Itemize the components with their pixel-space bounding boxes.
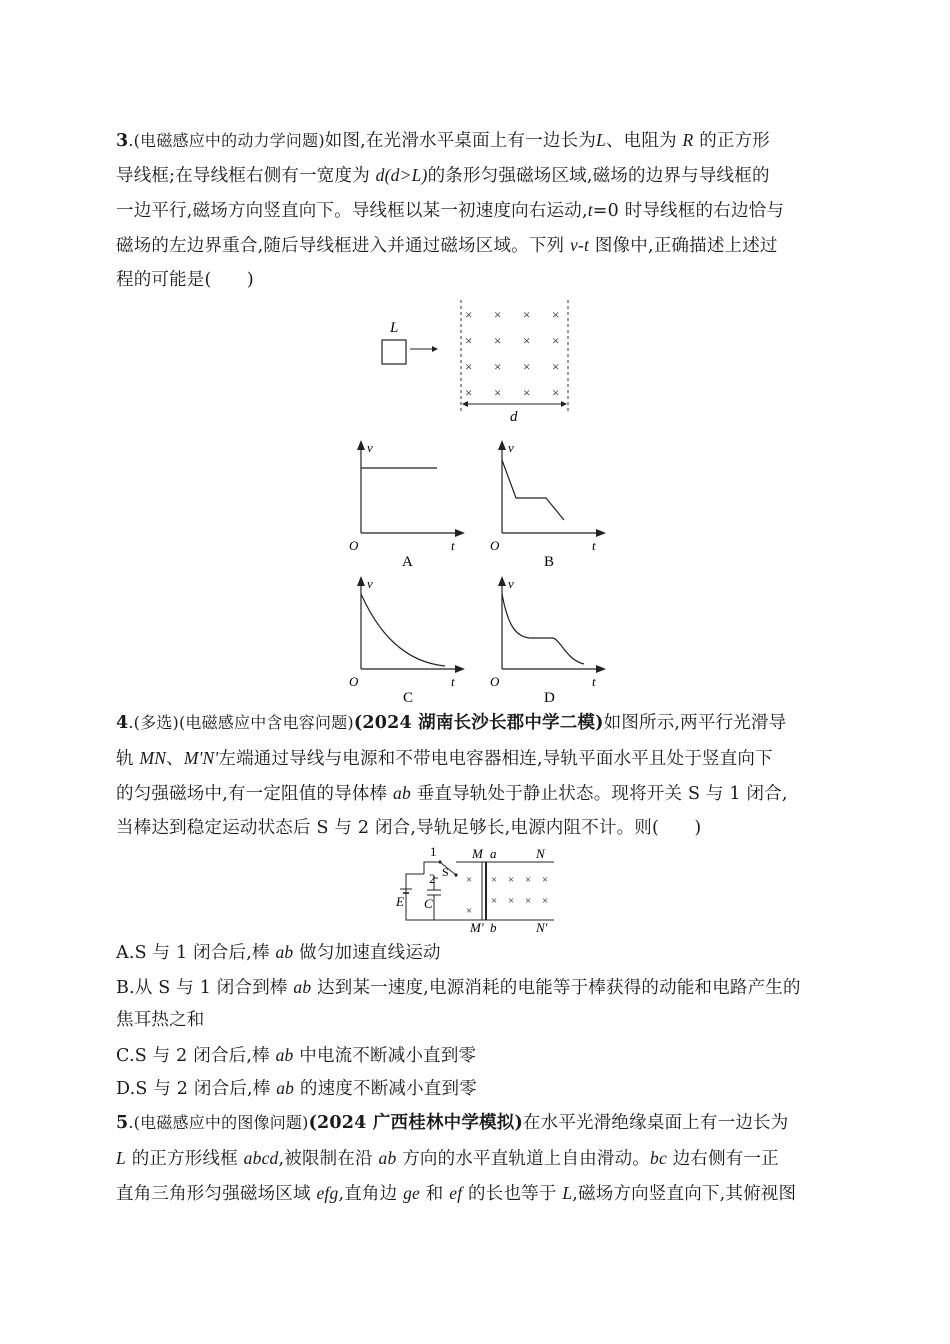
graph-c-v-label: v	[367, 576, 373, 591]
q4-text: 轨	[116, 749, 134, 769]
q3-text: 导线框;在导线框右侧有一宽度为	[116, 166, 370, 186]
q4-text: 左端通过导线与电源和不带电电容器相连,导轨平面水平且处于竖直向下	[218, 749, 773, 769]
q5-text: 直角三角形匀强磁场区域	[116, 1184, 311, 1204]
q5-number: 5	[116, 1113, 129, 1133]
graph-b-curve	[502, 460, 564, 520]
q3-text: 一边平行,磁场方向竖直向下。导线框以某一初速度向右运动,	[116, 201, 588, 221]
q5-var-bc: bc	[650, 1148, 667, 1168]
point-Np-label: N′	[536, 920, 548, 932]
point-N-label: N	[536, 846, 545, 861]
capacitor-label: C	[424, 896, 433, 911]
q5-text: 边右侧有一正	[672, 1149, 779, 1169]
velocity-arrowhead	[432, 346, 438, 352]
graph-a	[345, 438, 475, 573]
option-text: 中电流不断减小直到零	[299, 1046, 477, 1066]
field-cross: ×	[542, 895, 549, 907]
q3-line-2	[116, 163, 836, 188]
q4-var-MpNp: M'N'	[183, 748, 219, 768]
graph-d-v-label: v	[508, 576, 514, 591]
q4-text: 、	[166, 749, 184, 769]
q4-line-3	[116, 781, 836, 806]
graph-c-label: C	[403, 690, 414, 706]
q5-var-ge: ge	[403, 1183, 421, 1203]
q5-line-2	[116, 1146, 836, 1171]
q5-var-L: L	[562, 1183, 573, 1203]
q5-var-abcd: abcd	[243, 1148, 279, 1168]
q5-source: (2024 广西桂林中学模拟)	[308, 1113, 523, 1133]
q5-text: 在水平光滑绝缘桌面上有一边长为	[522, 1113, 789, 1133]
q4-var-MN: MN	[139, 748, 167, 768]
field-cross: ×	[465, 307, 473, 322]
graph-a-t-arrow	[455, 529, 465, 537]
q4-option-a	[116, 940, 836, 965]
q5-var-ef: ef	[449, 1183, 463, 1203]
q3-field-figure	[370, 296, 580, 426]
field-cross: ×	[494, 359, 502, 374]
graph-d-label: D	[544, 690, 555, 706]
field-cross: ×	[552, 333, 560, 348]
graph-a-label: A	[402, 554, 413, 570]
option-text: 做匀加速直线运动	[299, 943, 441, 963]
field-cross: ×	[552, 307, 560, 322]
field-cross: ×	[465, 359, 473, 374]
q4-option-b	[116, 975, 836, 1000]
q3-text: 如图,在光滑水平桌面上有一边长为	[324, 131, 597, 151]
field-cross: ×	[552, 385, 560, 400]
q3-text: 程的可能是( )	[116, 270, 254, 290]
graph-a-v-arrow	[357, 440, 365, 450]
q4-var-ab: ab	[275, 1045, 294, 1065]
graph-c	[345, 574, 475, 709]
graph-a-v-label: v	[367, 440, 373, 455]
graph-a-origin: O	[349, 538, 359, 553]
q4-text: 的匀强磁场中,有一定阻值的导体棒	[116, 784, 388, 804]
switch-label: S	[442, 865, 449, 879]
q4-circuit-figure	[394, 842, 564, 932]
graph-d	[486, 574, 616, 709]
field-cross: ×	[494, 333, 502, 348]
q4-option-c	[116, 1043, 836, 1068]
field-crosses	[465, 307, 559, 400]
q4-var-ab: ab	[293, 977, 312, 997]
q3-var-d: d(d>L)	[375, 165, 428, 185]
q3-text: 图像中,正确描述上述过	[594, 236, 778, 256]
field-cross: ×	[494, 385, 502, 400]
point-a-label: a	[490, 846, 497, 861]
field-cross: ×	[508, 874, 515, 886]
q5-text: 和	[425, 1184, 444, 1204]
field-cross: ×	[491, 874, 498, 886]
field-cross: ×	[491, 895, 498, 907]
q5-text: 方向的水平直轨道上自由滑动。	[402, 1149, 651, 1169]
q5-var-ab: ab	[378, 1148, 397, 1168]
q3-text: 的条形匀强磁场区域,磁场的边界与导线框的	[427, 166, 770, 186]
field-cross: ×	[494, 307, 502, 322]
q3-line-1	[116, 128, 836, 153]
option-text: D.S 与 2 闭合后,棒	[116, 1079, 271, 1099]
q3-var-L: L	[596, 130, 606, 150]
field-cross: ×	[523, 359, 531, 374]
field-cross: ×	[508, 895, 515, 907]
q5-var-L: L	[116, 1148, 126, 1168]
q3-var-t: t	[587, 200, 593, 220]
q4-text: 如图所示,两平行光滑导	[603, 713, 787, 733]
graph-a-t-label: t	[451, 538, 455, 553]
graph-c-curve	[361, 594, 445, 666]
field-cross: ×	[466, 874, 473, 886]
q5-text: ,磁场方向竖直向下,其俯视图	[572, 1184, 797, 1204]
field-cross: ×	[466, 905, 473, 917]
option-text: 焦耳热之和	[116, 1010, 205, 1030]
q3-number: 3	[116, 131, 129, 151]
q3-var-R: R	[682, 130, 694, 150]
dimension-arrowhead-right	[561, 401, 567, 407]
q4-text: 当棒达到稳定运动状态后 S 与 2 闭合,导轨足够长,电源内阻不计。则( )	[116, 818, 702, 838]
point-Mp-label: M′	[470, 920, 484, 932]
option-text: 的速度不断减小直到零	[299, 1079, 477, 1099]
graph-b	[486, 438, 616, 573]
graph-c-t-label: t	[451, 674, 455, 689]
q5-var-efg: efg	[316, 1183, 339, 1203]
q4-number: 4	[116, 713, 129, 733]
switch-pivot	[454, 873, 457, 876]
field-cross: ×	[523, 307, 531, 322]
field-cross: ×	[542, 874, 549, 886]
switch-pos-2-label: 2	[429, 871, 436, 886]
graph-d-t-arrow	[596, 665, 606, 673]
graph-d-curve	[502, 594, 584, 664]
q5-line-1	[116, 1111, 836, 1135]
graph-c-t-arrow	[455, 665, 465, 673]
field-cross: ×	[552, 359, 560, 374]
q3-tag: .(电磁感应中的动力学问题)	[128, 131, 325, 150]
graph-b-t-label: t	[592, 538, 596, 553]
q4-line-2	[116, 746, 836, 771]
q4-var-ab: ab	[275, 942, 294, 962]
graph-b-origin: O	[490, 538, 500, 553]
field-width-label: d	[510, 409, 518, 425]
q5-line-3	[116, 1181, 836, 1206]
q3-text: 的正方形	[699, 131, 771, 151]
graph-d-origin: O	[490, 674, 500, 689]
graph-d-v-arrow	[498, 576, 506, 586]
option-text: B.从 S 与 1 闭合到棒	[116, 978, 288, 998]
q4-line-4	[116, 816, 836, 840]
q4-text: 垂直导轨处于静止状态。现将开关 S 与 1 闭合,	[416, 784, 788, 804]
loop-side-label: L	[390, 320, 399, 336]
q3-var-vt: v-t	[570, 235, 590, 255]
square-loop	[382, 340, 406, 364]
q3-line-4	[116, 233, 836, 258]
q4-option-b-cont	[116, 1008, 836, 1032]
q4-option-d	[116, 1076, 836, 1101]
field-cross: ×	[523, 333, 531, 348]
field-cross: ×	[525, 874, 532, 886]
graph-c-origin: O	[349, 674, 359, 689]
q3-line-3	[116, 198, 836, 223]
graph-b-v-label: v	[508, 440, 514, 455]
switch-pos-1-label: 1	[430, 844, 437, 859]
field-cross: ×	[525, 895, 532, 907]
q5-tag: .(电磁感应中的图像问题)	[128, 1113, 309, 1132]
graph-b-label: B	[544, 554, 555, 570]
graph-d-t-label: t	[592, 674, 596, 689]
q3-text: 、电阻为	[605, 131, 677, 151]
point-b-label: b	[490, 920, 497, 932]
field-cross: ×	[523, 385, 531, 400]
dimension-arrowhead-left	[462, 401, 468, 407]
field-cross: ×	[465, 385, 473, 400]
graph-b-v-arrow	[498, 440, 506, 450]
q3-line-5	[116, 268, 836, 292]
q5-text: ,被限制在沿	[278, 1149, 373, 1169]
option-text: 达到某一速度,电源消耗的电能等于棒获得的动能和电路产生的	[317, 978, 801, 998]
option-text: C.S 与 2 闭合后,棒	[116, 1046, 270, 1066]
field-cross: ×	[465, 333, 473, 348]
graph-c-v-arrow	[357, 576, 365, 586]
option-text: A.S 与 1 闭合后,棒	[116, 943, 270, 963]
q5-text: 的长也等于	[468, 1184, 557, 1204]
q3-text: 磁场的左边界重合,随后导线框进入并通过磁场区域。下列	[116, 236, 565, 256]
q5-text: 的正方形线框	[131, 1149, 238, 1169]
graph-b-t-arrow	[596, 529, 606, 537]
q4-var-ab: ab	[393, 783, 411, 803]
q4-line-1	[116, 711, 836, 735]
q5-text: ,直角边	[338, 1184, 398, 1204]
q4-source: (2024 湖南长沙长郡中学二模)	[353, 713, 604, 733]
battery-label: E	[396, 894, 404, 909]
q4-tag: .(多选)(电磁感应中含电容问题)	[128, 713, 354, 732]
point-M-label: M	[472, 846, 483, 861]
q3-text: =0 时导线框的右边恰与	[592, 201, 785, 221]
q4-var-ab: ab	[276, 1078, 295, 1098]
